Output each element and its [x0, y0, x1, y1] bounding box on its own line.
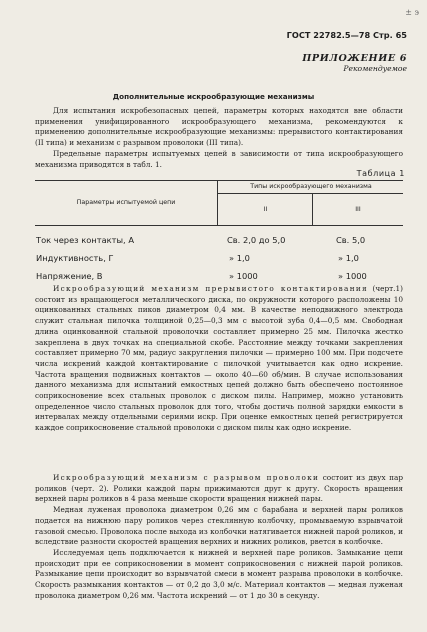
table-row-ii: » 1000: [229, 271, 258, 281]
table-row-ii: » 1,0: [229, 253, 250, 263]
table-row-iii: » 1000: [338, 271, 367, 281]
intro-paragraph-1: Для испытания искробезопасных цепей, параметры которых находятся вне области применения унифицированного искрообразующего механизма, рекомендуются к применению дополнительные искрообразующие механизмы: прерывистого контактирования (II типа) и механизм с разрывом проволоки (III типа).: [35, 106, 403, 148]
section-ii-lead: Искрообразующий механизм прерывистого контактирования: [53, 284, 368, 293]
table-header-col-ii: II: [263, 206, 268, 213]
section-ii-paragraph: [35, 284, 403, 434]
table-header-group: Типы искрообразующего механизма: [250, 183, 372, 190]
appendix-heading: [302, 54, 407, 74]
section-iii-paragraph-1: [35, 473, 403, 505]
section-iii-paragraph-3: Исследуемая цепь подключается к нижней и верхней паре роликов. Замыкание цепи происходит при ее соприкосновении в момент соприкосновения с нижней парой роликов. Размыкание цепи происходит во взрывчатой смеси в момент разрыва проволоки в колбочке. Скорость размыкания контактов — от 0,2 до 3,0 м/с. Материал контактов — медная луженая проволока диаметром 0,26 мм. Частота искрений — от 1 до 30 в секунду.: [35, 547, 403, 600]
section-title: Дополнительные искрообразующие механизмы: [112, 92, 315, 101]
section-iii-text-1: состоит из двух пар роликов (черт. 2). Ролики каждой пары прижимаются друг к другу. Скорость вращения верхней пары роликов в 4 раза меньше скорости вращения нижней пары.: [35, 473, 403, 504]
section-iii-paragraph-2: Медная луженая проволока диаметром 0,26 мм с барабана и верхней пары роликов подается на нижнюю пару роликов через стеклянную колбочку, промываемую взрывчатой газовой смесью. Проволока после выхода из колбочки натягивается нижней парой роликов, и вследствие разности скоростей вращения верхних и нижних роликов, рвется в колбочке.: [35, 505, 403, 547]
section-iii-lead: Искрообразующий механизм с разрывом проволоки: [53, 473, 320, 482]
table-rule-group: [217, 193, 403, 194]
table-row-param: Ток через контакты, А: [36, 235, 134, 245]
section-ii-text: (черт.1) состоит из вращающегося металлического диска, по окружности которого расположены 10 оцинкованных стальных пиков диаметром 0,4 мм. В качестве неподвижного электрода служит стальная пилочка толщиной 0,25—0,3 мм с высотой зуба 0,4—0,5 мм. Свободная длина оцинкованной стальной проволочки составляет примерно 25 мм. Пилочка жестко закреплена в двух точках на специальной скобе. Расстояние между точками закрепления составляет примерно 70 мм, радиус закругления пилочки — примерно 100 мм. При подсчете числа искрений каждой контактирование с пилочкой учитывается как одно искрение. Частота вращения подвижных контактов — около 40—60 об/мин. В случае использования данного механизма для испытаний емкостных цепей должно быть обеспечено постоянное соприкосновение всех стальных проволок с диском пилы. Например, можно установить определенное число стальных проволок для того, чтобы достичь полной зарядки емкости в интервалах между отдельными сериями искр. При оценке емкостных цепей регистрируется каждое соприкосновение стальной проволоки с диском пилы как одно искрение.: [35, 284, 403, 433]
page-header: ГОСТ 22782.5—78 Стр. 65: [286, 30, 407, 40]
intro-paragraph-2: Предельные параметры испытуемых цепей в зависимости от типа искрообразующего механизма приводятся в табл. 1.: [35, 148, 403, 169]
corner-mark: ± э: [405, 8, 419, 17]
table-row-iii: » 1,0: [338, 253, 359, 263]
table-rule-top: [35, 180, 403, 181]
table-header-col-iii: III: [355, 206, 361, 213]
appendix-title: ПРИЛОЖЕНИЕ 6: [302, 53, 407, 64]
table-vrule-1: [217, 180, 218, 225]
appendix-subtitle: Рекомендуемое: [343, 64, 407, 73]
table-label: Таблица 1: [356, 169, 405, 178]
table-header-parameter: Параметры испытуемой цепи: [76, 199, 176, 206]
table-row-iii: Св. 5,0: [336, 235, 366, 245]
intro-block: [35, 106, 403, 170]
section-ii: [35, 284, 403, 434]
table-row-param: Напряжение, В: [36, 271, 103, 281]
section-iii: [35, 473, 403, 601]
table-row-param: Индуктивность, Г: [36, 253, 114, 263]
table-rule-header: [35, 225, 403, 226]
table-row-ii: Св. 2,0 до 5,0: [227, 235, 286, 245]
